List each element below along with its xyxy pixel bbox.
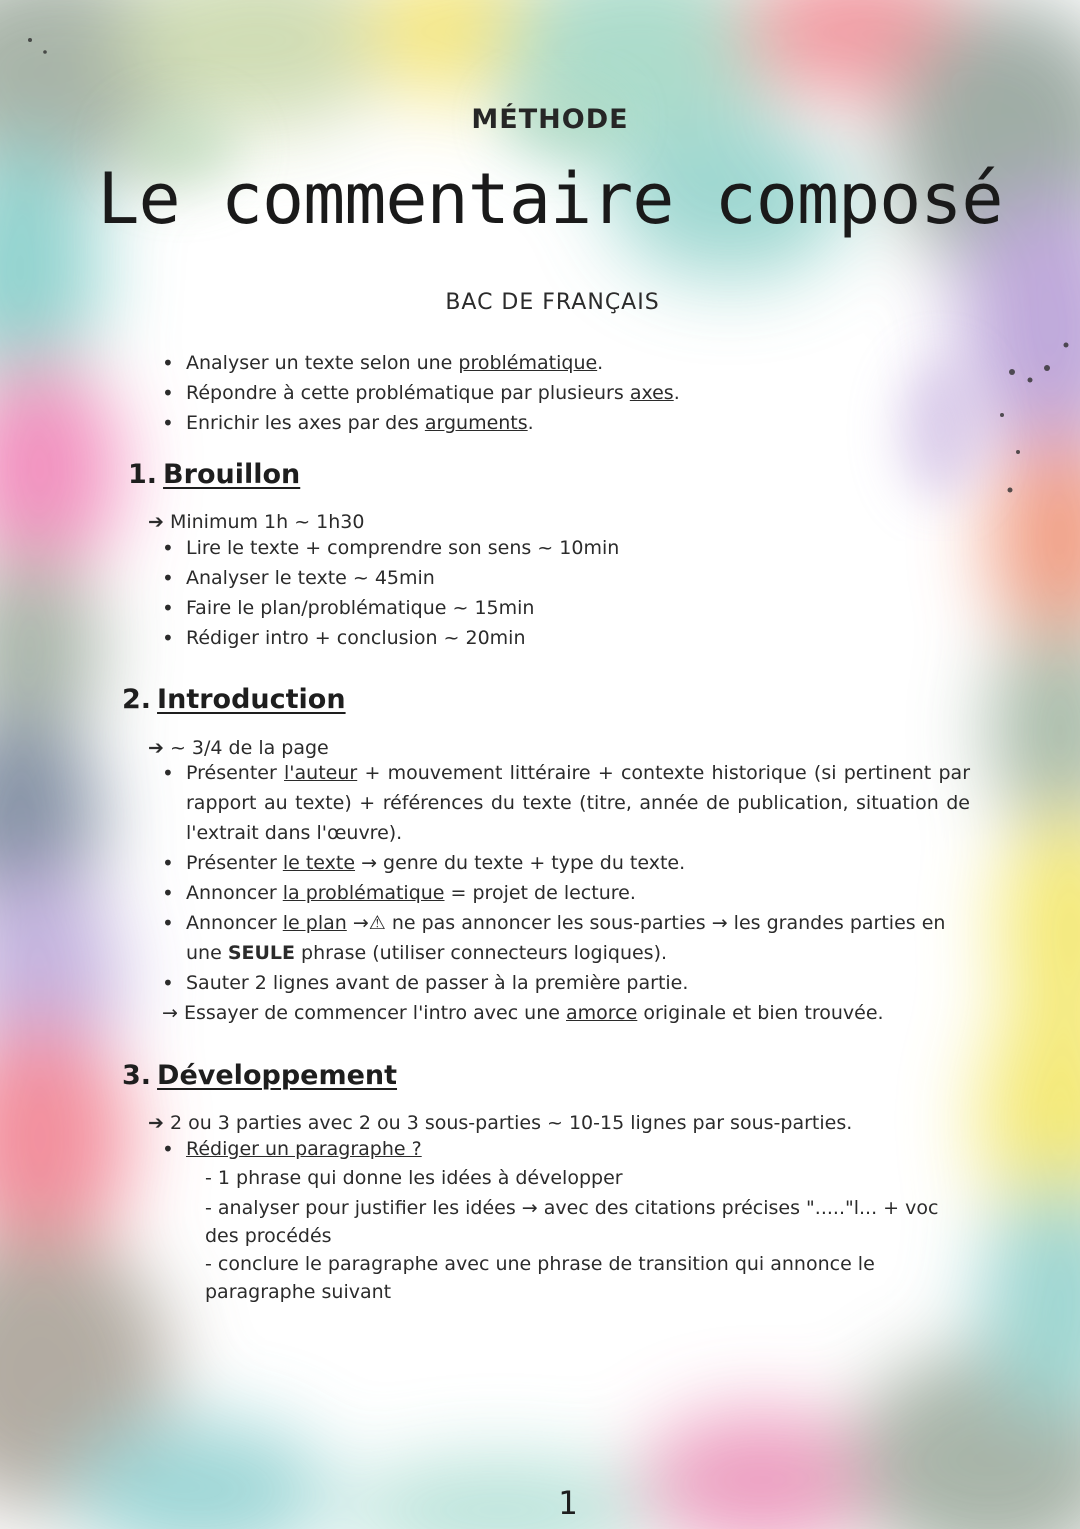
introduction-list — [160, 758, 970, 998]
list-item: • Rédiger intro + conclusion ~ 20min — [160, 623, 960, 653]
list-item: • Présenter l'auteur + mouvement littéraire + contexte historique (si pertinent par rapport au texte) + références du texte (titre, année de publication, situation de l'extrait dans l'œuvre). — [160, 758, 970, 848]
developpement-list — [160, 1134, 960, 1164]
list-item: • Présenter le texte → genre du texte + type du texte. — [160, 848, 970, 878]
section-heading-developpement: 3. Développement — [122, 1060, 398, 1091]
list-item: • Rédiger un paragraphe ? — [160, 1134, 960, 1164]
list-item: • Répondre à cette problématique par plusieurs axes. — [160, 378, 960, 408]
list-item: • Lire le texte + comprendre son sens ~ 10min — [160, 533, 960, 563]
paragraph-step: - analyser pour justifier les idées → avec des citations précises "....."l... + voc des procédés — [205, 1197, 939, 1247]
list-item: • Analyser un texte selon une problématique. — [160, 348, 960, 378]
page-number: 1 — [557, 1484, 578, 1522]
section-heading-introduction: 2. Introduction — [122, 684, 346, 715]
page-subtitle: BAC DE FRANÇAIS — [445, 290, 660, 315]
list-item: • Analyser le texte ~ 45min — [160, 563, 960, 593]
list-item: • Enrichir les axes par des arguments. — [160, 408, 960, 438]
brouillon-list — [160, 533, 960, 653]
section-note: ➔ ~ 3/4 de la page — [148, 737, 329, 759]
list-item: • Faire le plan/problématique ~ 15min — [160, 593, 960, 623]
intro-list — [160, 348, 960, 438]
section-note: ➔ 2 ou 3 parties avec 2 ou 3 sous-parties ~ 10-15 lignes par sous-parties. — [148, 1112, 853, 1134]
section-tip: → Essayer de commencer l'intro avec une amorce originale et bien trouvée. — [162, 1002, 884, 1024]
section-note: ➔ Minimum 1h ~ 1h30 — [148, 511, 365, 533]
page-title: Le commentaire composé — [97, 158, 1003, 240]
paragraph-step: - 1 phrase qui donne les idées à développer — [205, 1167, 623, 1189]
kicker-heading: MÉTHODE — [471, 104, 629, 135]
list-item: • Annoncer le plan →⚠ ne pas annoncer les sous-parties → les grandes parties en une SEULE phrase (utiliser connecteurs logiques). — [160, 908, 970, 968]
section-heading-brouillon: 1. Brouillon — [128, 459, 301, 490]
paragraph-step: - conclure le paragraphe avec une phrase de transition qui annonce le paragraphe suivant — [205, 1253, 875, 1303]
list-item: • Sauter 2 lignes avant de passer à la première partie. — [160, 968, 970, 998]
list-item: • Annoncer la problématique = projet de lecture. — [160, 878, 970, 908]
